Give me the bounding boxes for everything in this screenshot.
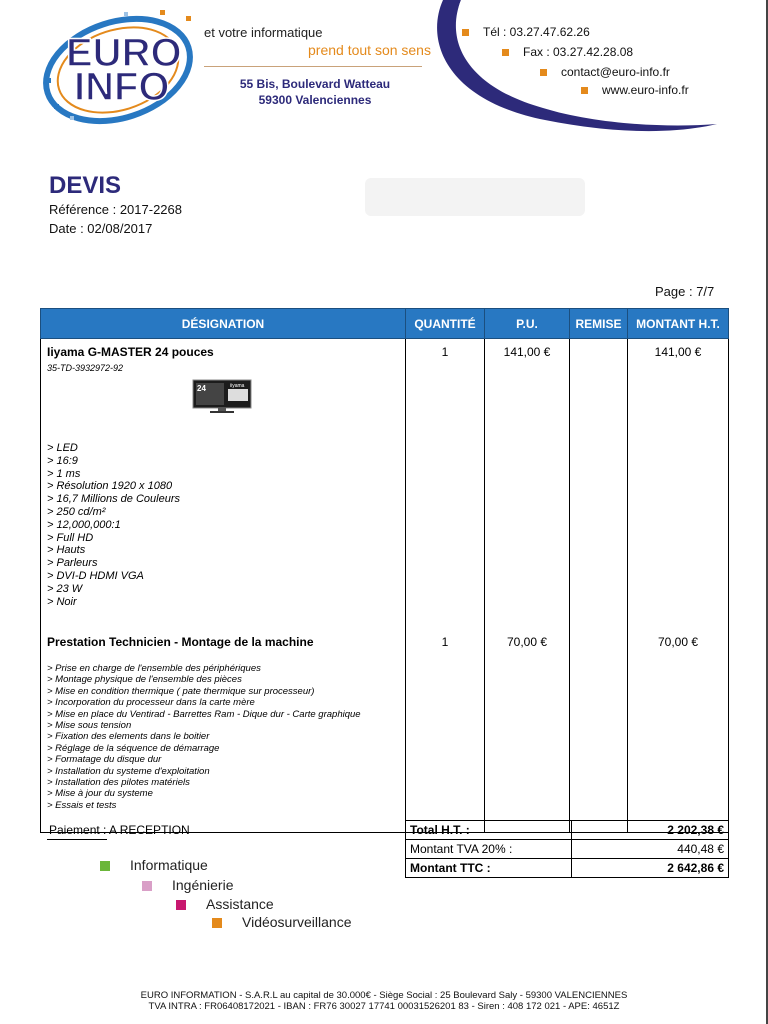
list-item: > DVI-D HDMI VGA [47, 569, 144, 582]
col-header-designation: DÉSIGNATION [41, 309, 406, 339]
footer-line-1: EURO INFORMATION - S.A.R.L au capital de 30.000€ - Siège Social : 25 Boulevard Saly - 59300 VALENCIENNES [140, 990, 628, 1001]
payment-value: : A RECEPTION [99, 823, 190, 837]
bullet-icon [581, 87, 588, 94]
list-item: > Hauts [47, 544, 86, 557]
list-item: > Réglage de la séquence de démarrage [47, 742, 220, 754]
redacted-area [365, 178, 585, 216]
tagline-1: et votre informatique [204, 25, 323, 40]
list-item: > Installation du systeme d'exploitation [47, 765, 210, 777]
list-item: > Fixation des elements dans le boitier [47, 731, 210, 743]
square-icon [212, 918, 222, 928]
list-item: > 23 W [47, 582, 83, 595]
list-item: > Mise à jour du systeme [47, 788, 153, 800]
tagline-2: prend tout son sens [308, 42, 431, 58]
product-title: Iiyama G-MASTER 24 pouces [47, 345, 214, 359]
discount-cell [570, 339, 628, 626]
quantity-cell: 1 [406, 339, 485, 626]
amount-cell: 141,00 € [628, 339, 729, 626]
contact-phone: Tél : 03.27.47.62.26 [462, 25, 590, 39]
category-ingenierie: Ingénierie [142, 877, 234, 893]
items-table [40, 308, 729, 833]
list-item: > Essais et tests [47, 799, 117, 811]
square-icon [176, 900, 186, 910]
footer-line-2: TVA INTRA : FR06408172021 - IBAN : FR76 30027 17741 00031526201 83 - Siren : 408 172 021 - APE: 4651Z [148, 1000, 620, 1012]
legal-footer [0, 991, 768, 1012]
list-item: > Incorporation du processeur dans la carte mère [47, 697, 255, 709]
logo-text-info: INFO [74, 65, 170, 109]
list-item: > 12,000,000:1 [47, 518, 121, 531]
col-header-unit-price: P.U. [485, 309, 570, 339]
list-item: > Mise sous tension [47, 720, 132, 732]
tagline-divider [204, 66, 422, 67]
amount-cell: 70,00 € [628, 625, 729, 833]
col-header-discount: REMISE [570, 309, 628, 339]
total-ttc-label: Montant TTC : [406, 859, 572, 878]
list-item: > Résolution 1920 x 1080 [47, 480, 173, 493]
list-item: > Installation des pilotes matériels [47, 777, 190, 789]
table-row [41, 625, 729, 833]
payment-underline [47, 839, 107, 840]
bullet-icon [502, 49, 509, 56]
total-ht-label: Total H.T. : [406, 821, 572, 840]
company-address [204, 76, 426, 108]
document-reference: Référence : 2017-2268 [49, 202, 182, 217]
col-header-amount: MONTANT H.T. [628, 309, 729, 339]
monitor-image-brand: iiyama [230, 383, 245, 389]
service-title: Prestation Technicien - Montage de la machine [47, 635, 314, 649]
document-title: DEVIS [49, 172, 122, 199]
table-row [41, 339, 729, 626]
service-features [47, 663, 399, 811]
col-header-quantity: QUANTITÉ [406, 309, 485, 339]
total-ht-value: 2 202,38 € [572, 821, 729, 840]
list-item: > LED [47, 442, 78, 454]
list-item: > 16:9 [47, 454, 78, 467]
total-ht-row [406, 821, 729, 840]
logo-text-euro: EURO [66, 31, 182, 75]
list-item: > 250 cd/m² [47, 505, 106, 518]
list-item: > Formatage du disque dur [47, 754, 162, 766]
unit-price-cell: 141,00 € [485, 339, 570, 626]
totals-table [405, 820, 729, 878]
address-line-1: 55 Bis, Boulevard Watteau [239, 77, 391, 91]
square-icon [142, 881, 152, 891]
payment-label: Paiement [49, 823, 100, 837]
list-item: > Mise en condition thermique ( pate thermique sur processeur) [47, 685, 315, 697]
category-videosurveillance: Vidéosurveillance [212, 914, 351, 930]
list-item: > Montage physique de l'ensemble des pièces [47, 674, 242, 686]
list-item: > Prise en charge de l'ensemble des périphériques [47, 663, 261, 674]
product-ref: 35-TD-3932972-92 [47, 363, 124, 373]
bullet-icon [540, 69, 547, 76]
monitor-image-size: 24 [197, 384, 206, 393]
total-ttc-value: 2 642,86 € [572, 859, 729, 878]
category-assistance: Assistance [176, 896, 274, 912]
tva-value: 440,48 € [572, 840, 729, 859]
euro-info-logo [40, 8, 200, 133]
address-line-2: 59300 Valenciennes [258, 93, 372, 107]
list-item: > Mise en place du Ventirad - Barrettes Ram - Dique dur - Carte graphique [47, 708, 361, 720]
discount-cell [570, 625, 628, 833]
contact-email[interactable]: contact@euro-info.fr [540, 65, 670, 79]
category-informatique: Informatique [100, 857, 208, 873]
tva-label: Montant TVA 20% : [406, 840, 572, 859]
quantity-cell: 1 [406, 625, 485, 833]
square-icon [100, 861, 110, 871]
payment-terms [49, 823, 190, 837]
document-date: Date : 02/08/2017 [49, 221, 153, 236]
list-item: > 1 ms [47, 467, 81, 480]
designation-cell [41, 339, 406, 626]
contact-website[interactable]: www.euro-info.fr [581, 83, 689, 97]
total-ttc-row [406, 859, 729, 878]
page-number: Page : 7/7 [655, 284, 715, 299]
unit-price-cell: 70,00 € [485, 625, 570, 833]
list-item: > Parleurs [47, 557, 98, 570]
contact-fax: Fax : 03.27.42.28.08 [502, 45, 633, 59]
table-header-row [41, 309, 729, 339]
designation-cell [41, 625, 406, 833]
tva-row [406, 840, 729, 859]
product-features [47, 442, 399, 608]
list-item: > 16,7 Millions de Couleurs [47, 493, 180, 506]
list-item: > Noir [47, 595, 77, 608]
list-item: > Full HD [47, 531, 94, 544]
bullet-icon [462, 29, 469, 36]
monitor-image [192, 379, 252, 413]
